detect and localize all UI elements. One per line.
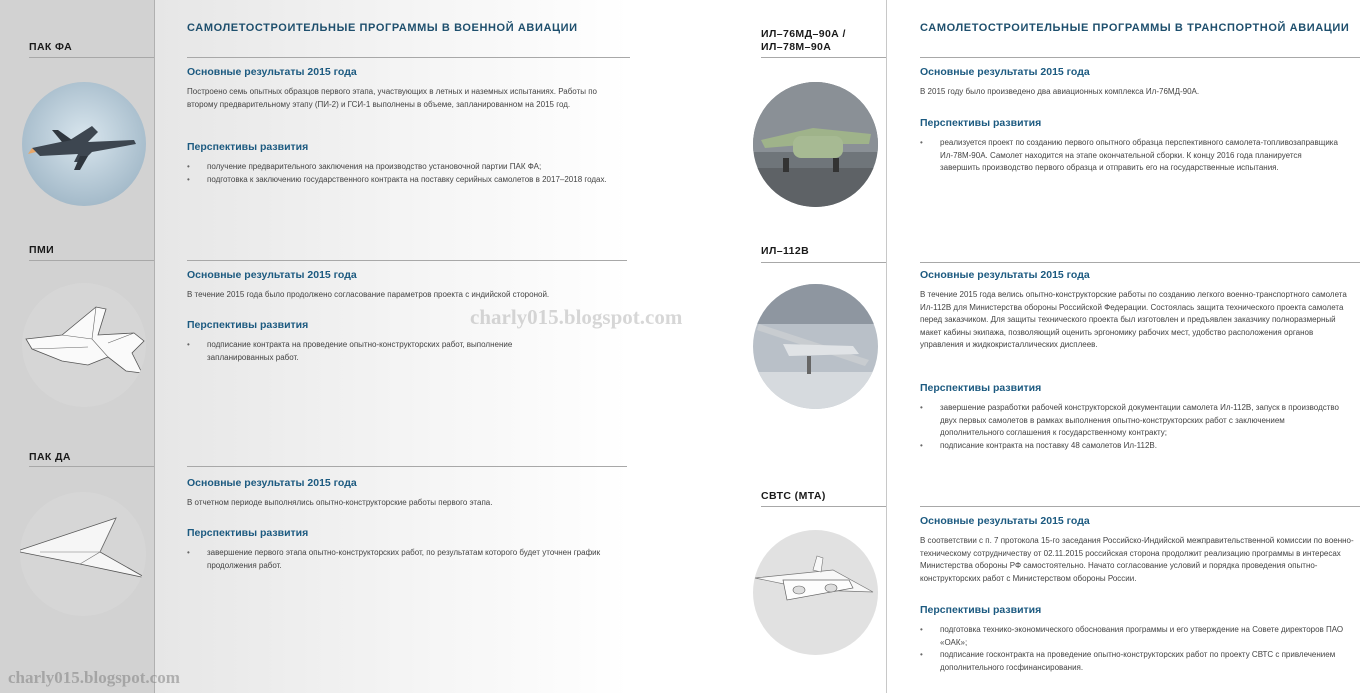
list-item: • подписание контракта на поставку 48 самолетов Ил-112В.	[920, 440, 1345, 453]
results-text: В течение 2015 года было продолжено согласование параметров проекта с индийской стороной.	[187, 290, 550, 299]
program-name-il-112v: ИЛ–112В	[761, 245, 810, 257]
results-text: В течение 2015 года велись опытно-конструкторские работы по созданию легкого военно-транспортного самолета Ил-112В для Министерства обороны Российской Федерации. Состоялась защита технического проекта самолета перед заказчиком. Для защиты технического проекта был изготовлен и предъявлен заказчику полноразмерный макет кабины экипажа, позволяющий оценить эргономику рабочих мест, удобство расположения органов управления и жидкокристаллических дисплеев.	[920, 290, 1347, 349]
prospects-heading: Перспективы развития	[920, 117, 1042, 129]
results-text: Построено семь опытных образцов первого этапа, участвующих в летных и наземных испытаниях. Работы по второму предварительному этапу (ПИ-2) и ГСИ-1 выполнены в объеме, запланированном на 2015 год.	[187, 87, 597, 109]
results-text: В 2015 году было произведено два авиационных комплекса Ил-76МД-90А.	[920, 87, 1200, 96]
program-name-pak-fa: ПАК ФА	[29, 41, 73, 53]
divider	[920, 506, 1360, 507]
program-name-pmi: ПМИ	[29, 244, 55, 256]
list-item: • получение предварительного заключения на производство установочной партии ПАК ФА;	[187, 161, 607, 174]
prospects-list	[920, 624, 1345, 674]
program-name-svts: СВТС (МТА)	[761, 490, 826, 502]
divider	[761, 57, 886, 58]
divider	[187, 57, 630, 58]
divider	[761, 262, 886, 263]
divider	[29, 260, 154, 261]
prospects-heading: Перспективы развития	[920, 604, 1042, 616]
list-item: • завершение первого этапа опытно-конструкторских работ, по результатам которого будет уточнен график продолжения работ.	[187, 547, 637, 572]
prospects-heading: Перспективы развития	[920, 382, 1042, 394]
prospects-heading: Перспективы развития	[187, 527, 309, 539]
program-name-il-76md-90a: ИЛ–76МД–90А / ИЛ–78М–90А	[761, 28, 846, 53]
prospects-list	[187, 161, 607, 186]
list-item: • реализуется проект по созданию первого опытного образца перспективного самолета-топливозаправщика Ил-78М-90А. Самолет находится на этапе окончательной сборки. К концу 2016 года планируется завершить производство первого образца и отправить его на государственные испытания.	[920, 137, 1340, 175]
divider	[29, 466, 154, 467]
prospects-list	[187, 339, 577, 364]
pmi-sketch	[22, 283, 146, 407]
il-112-photo	[753, 284, 878, 409]
list-item: • подготовка к заключению государственного контракта на поставку серийных самолетов в 2017–2018 годах.	[187, 174, 607, 187]
prospects-heading: Перспективы развития	[187, 141, 309, 153]
results-heading: Основные результаты 2015 года	[187, 66, 357, 78]
results-heading: Основные результаты 2015 года	[187, 477, 357, 489]
section-title-military: САМОЛЕТОСТРОИТЕЛЬНЫЕ ПРОГРАММЫ В ВОЕННОЙ АВИАЦИИ	[187, 22, 578, 34]
page-spine	[886, 0, 887, 693]
divider	[761, 506, 886, 507]
divider	[187, 466, 627, 467]
pak-da-sketch	[20, 492, 146, 616]
watermark-center: charly015.blogspot.com	[470, 305, 683, 329]
watermark-bottom: charly015.blogspot.com	[8, 668, 180, 687]
il-76-photo	[753, 82, 878, 207]
prospects-heading: Перспективы развития	[187, 319, 309, 331]
results-heading: Основные результаты 2015 года	[920, 515, 1090, 527]
program-name-pak-da: ПАК ДА	[29, 451, 71, 463]
divider	[29, 57, 154, 58]
prospects-list	[920, 402, 1345, 452]
pak-fa-photo	[22, 82, 146, 206]
divider	[920, 57, 1360, 58]
divider	[187, 260, 627, 261]
prospects-list	[920, 137, 1340, 175]
divider	[920, 262, 1360, 263]
list-item: • подготовка технико-экономического обоснования программы и его утверждение на Совете директоров ПАО «ОАК»;	[920, 624, 1345, 649]
results-text: В отчетном периоде выполнялись опытно-конструкторские работы первого этапа.	[187, 498, 493, 507]
list-item: • подписание госконтракта на проведение опытно-конструкторских работ по проекту СВТС с привлечением дополнительного госфинансирования.	[920, 649, 1345, 674]
results-heading: Основные результаты 2015 года	[920, 269, 1090, 281]
svts-render	[753, 530, 878, 655]
sidebar-divider	[154, 0, 155, 693]
results-heading: Основные результаты 2015 года	[920, 66, 1090, 78]
results-heading: Основные результаты 2015 года	[187, 269, 357, 281]
prospects-list	[187, 547, 637, 572]
list-item: • подписание контракта на проведение опытно-конструкторских работ, выполнение запланированных работ.	[187, 339, 577, 364]
section-title-transport: САМОЛЕТОСТРОИТЕЛЬНЫЕ ПРОГРАММЫ В ТРАНСПОРТНОЙ АВИАЦИИ	[920, 22, 1350, 34]
list-item: • завершение разработки рабочей конструкторской документации самолета Ил-112В, запуск в производство двух первых самолетов в рамках выполнения опытно-конструкторских работ с заключением дополнительного соглашения к государственному контракту;	[920, 402, 1345, 440]
results-text: В соответствии с п. 7 протокола 15-го заседания Российско-Индийской межправительственной комиссии по военно-техническому сотрудничеству от 02.11.2015 российская сторона продолжит реализацию программы в интересах Министерства обороны РФ самостоятельно. Начато согласование условий и порядка проведения опытно-конструкторских работ с Министерством обороны России.	[920, 536, 1354, 583]
